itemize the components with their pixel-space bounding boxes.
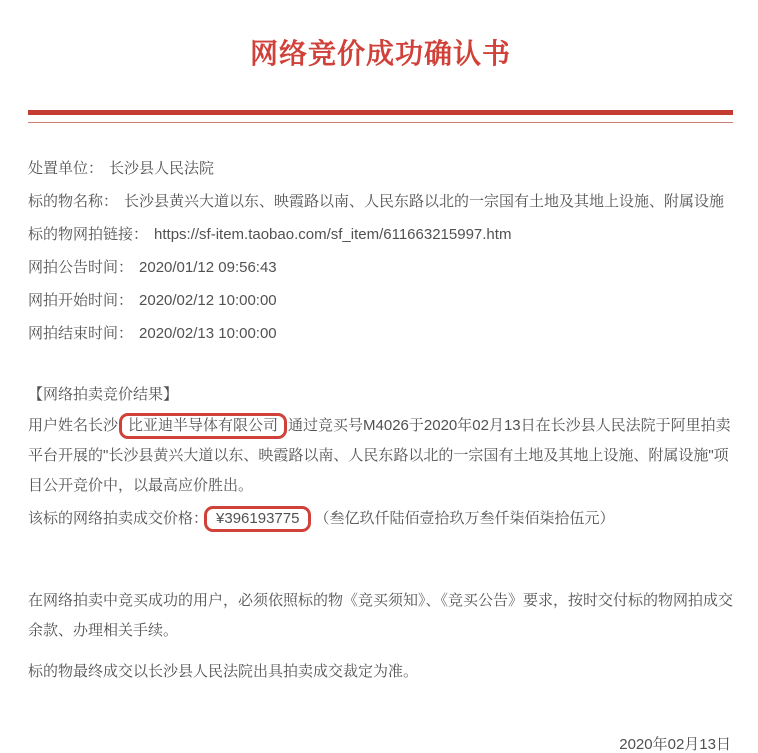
price-label: 该标的网络拍卖成交价格： [28,510,209,527]
field-end-time [28,326,733,342]
field-announce-time [28,260,733,276]
info-fields [28,161,733,342]
price-line [28,504,733,534]
field-value: 长沙县人民法院 [109,160,215,177]
field-label: 标的物网拍链接： [28,226,149,243]
winner-prefix-text: 用户姓名长沙 [28,417,119,434]
field-value: 2020/02/12 10:00:00 [139,292,277,309]
result-section-heading: 【网络拍卖竞价结果】 [28,386,179,403]
page-title: 网络竞价成功确认书 [249,38,511,69]
field-label: 网拍开始时间： [28,292,134,309]
field-subject-name [28,194,733,210]
winner-paragraph [28,411,733,501]
winner-name-highlight-box: 比亚迪半导体有限公司 [119,413,287,439]
divider-thin-red [28,122,733,123]
price-highlight-box: ¥396193775 [204,506,311,532]
auction-url-text: https://sf-item.taobao.com/sf_item/611663215997.htm [154,226,512,243]
field-label: 处置单位： [28,160,104,177]
field-value: 长沙县黄兴大道以东、映霞路以南、人民东路以北的一宗国有土地及其地上设施、附属设施 [124,193,725,210]
field-label: 网拍公告时间： [28,259,134,276]
price-in-words: （叁亿玖仟陆佰壹拾玖万叁仟柒佰柒拾伍元） [314,510,615,527]
note-payment-requirement: 在网络拍卖中竞买成功的用户，必须依照标的物《竞买须知》、《竞买公告》要求，按时交付标的物网拍成交余款、办理相关手续。 [28,592,734,639]
note-final-ruling: 标的物最终成交以长沙县人民法院出具拍卖成交裁定为准。 [28,663,419,680]
divider-thick-red [28,110,733,115]
document-date: 2020年02月13日 [619,736,731,753]
field-disposal-unit [28,161,733,177]
field-label: 标的物名称： [28,193,119,210]
field-value: 2020/01/12 09:56:43 [139,259,277,276]
winner-suffix-text: 通过竞买号M4026于2020年02月13日在长沙县人民法院于阿里拍卖平台开展的"长沙县黄兴大道以东、映霞路以南、人民东路以北的一宗国有土地及其地上设施、附属设施"项目公开竞价中，以最高应价胜出。 [28,417,731,494]
field-value: 2020/02/13 10:00:00 [139,325,277,342]
field-label: 网拍结束时间： [28,325,134,342]
field-start-time [28,293,733,309]
field-auction-link [28,227,733,243]
